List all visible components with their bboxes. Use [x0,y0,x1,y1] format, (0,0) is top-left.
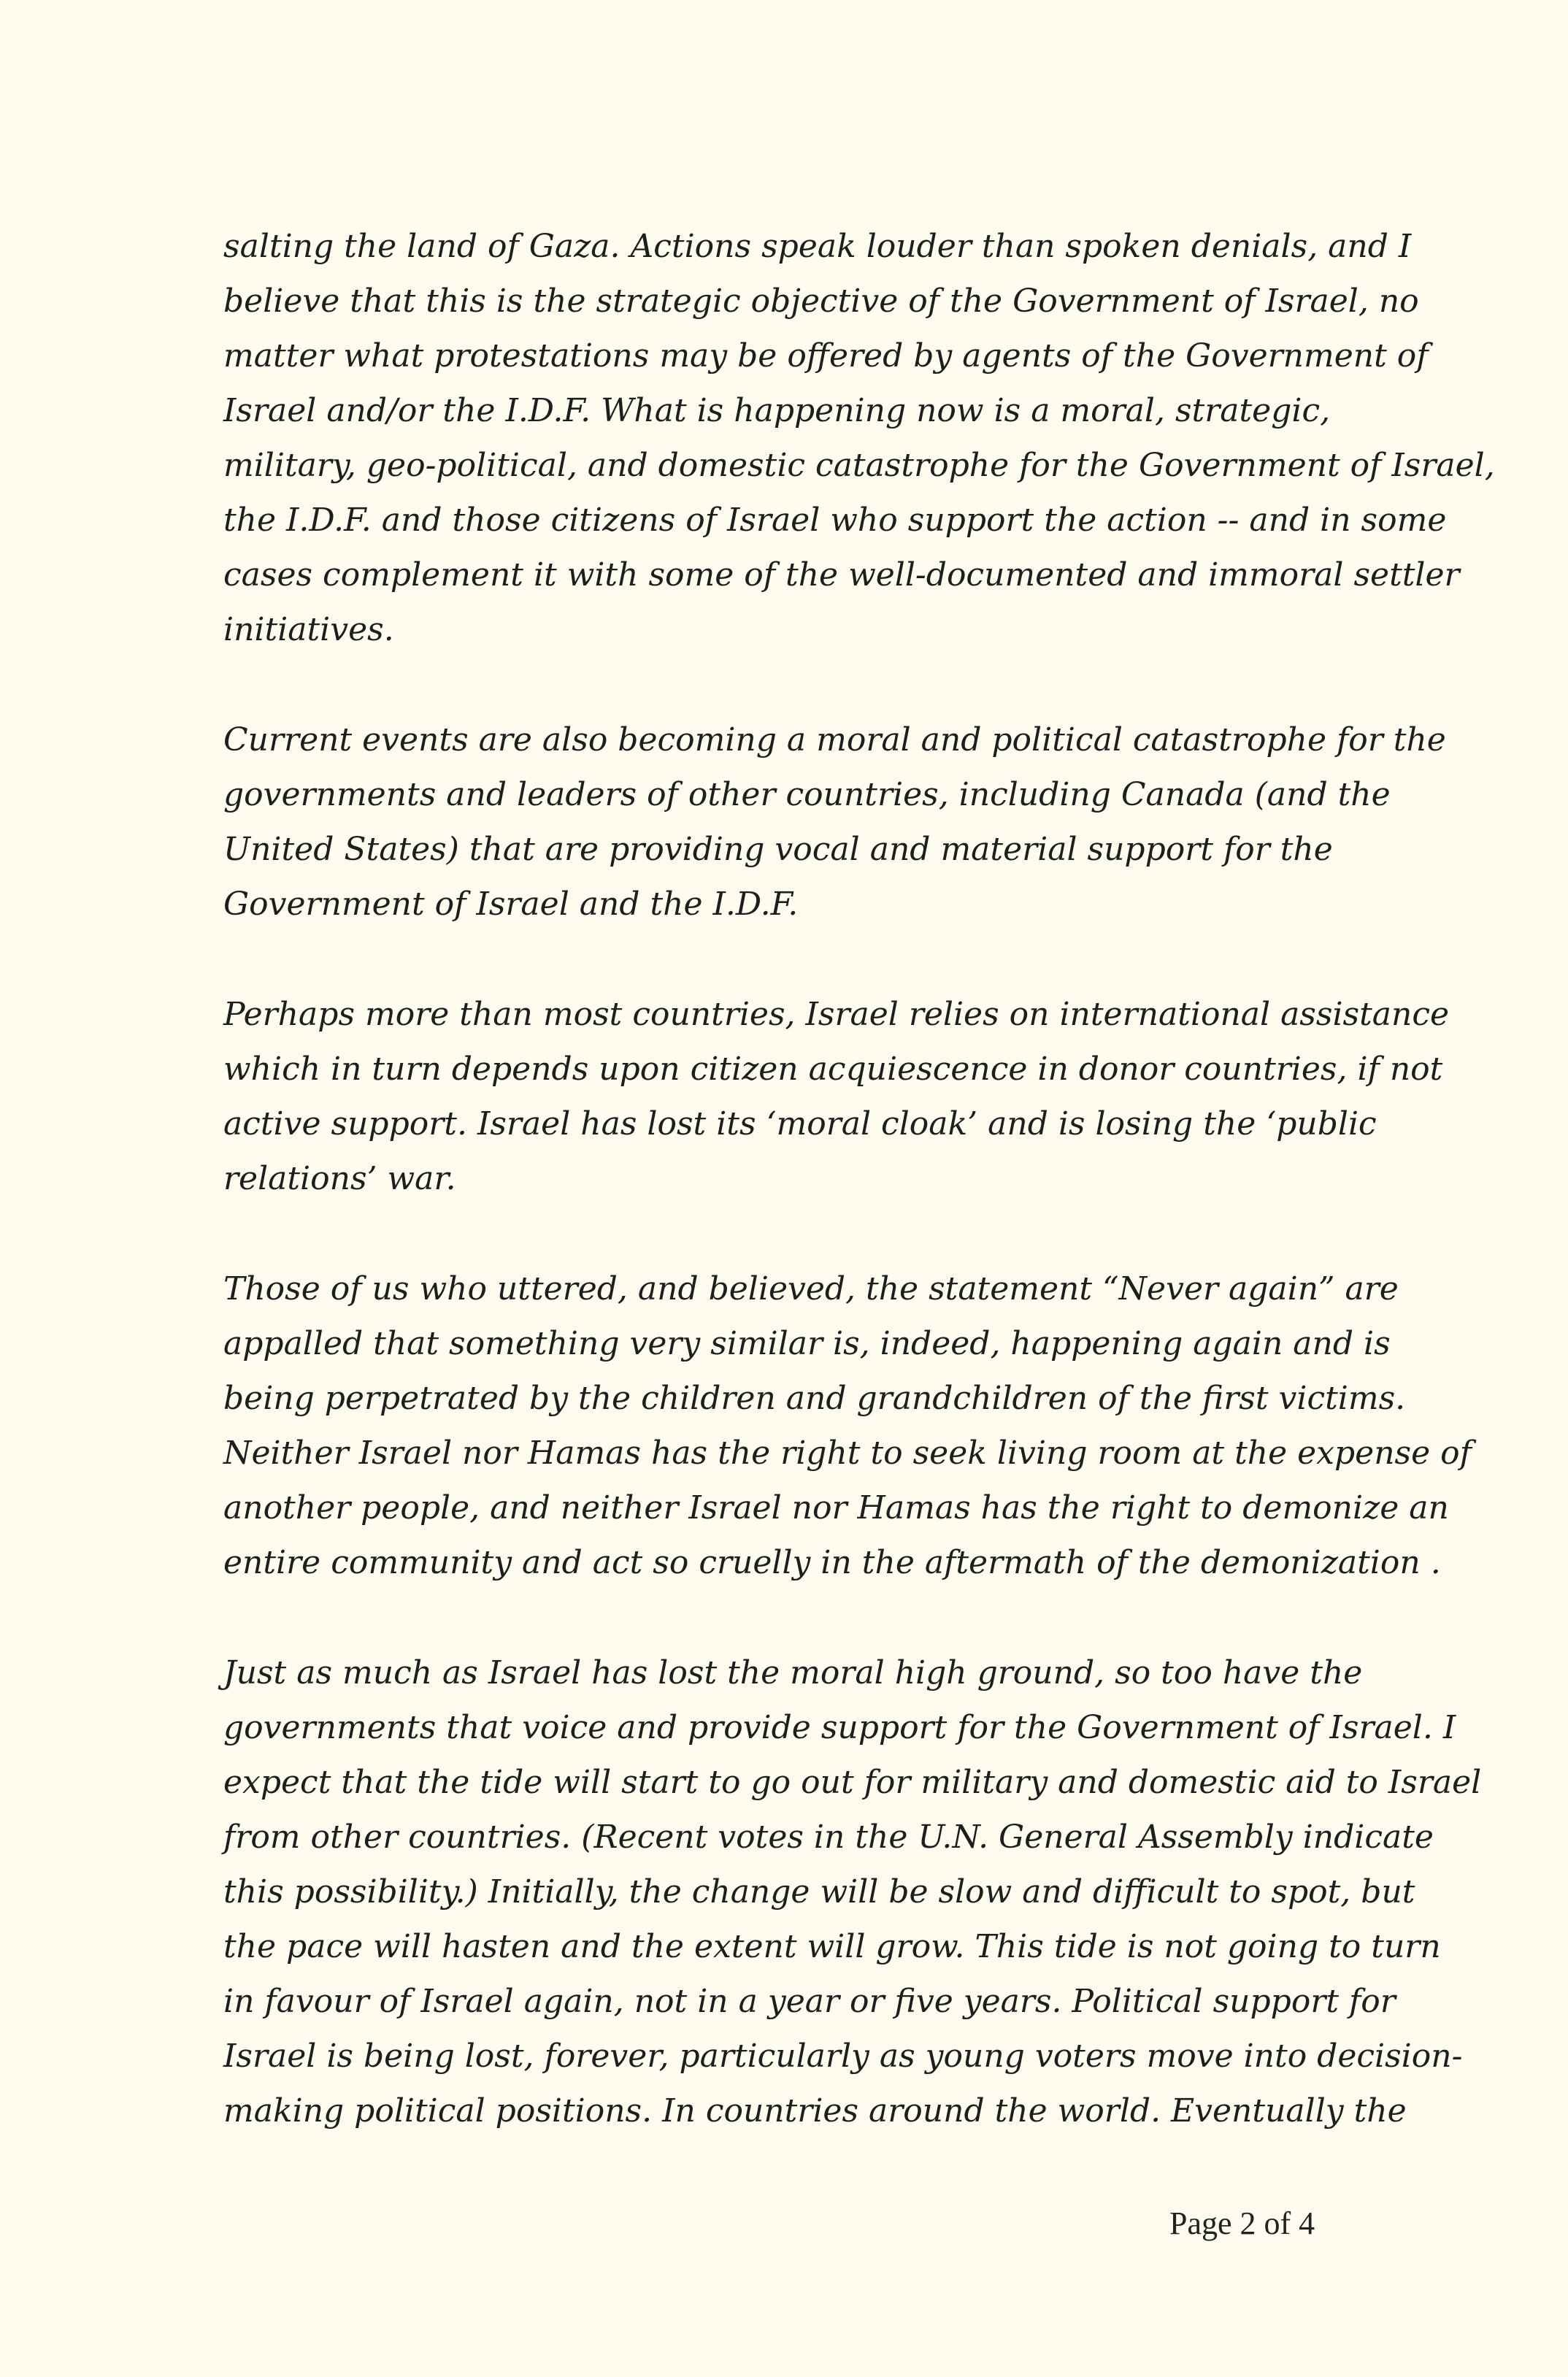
text-line: Just as much as Israel has lost the moral high ground, so too have the [223,1654,1363,1691]
text-line: Government of Israel and the I.D.F. [223,886,799,923]
text-line: United States) that are providing vocal and material support for the [223,831,1333,868]
text-line: being perpetrated by the children and grandchildren of the first victims. [223,1380,1406,1417]
text-line: from other countries. (Recent votes in the U.N. General Assembly indicate [223,1819,1434,1856]
text-line: another people, and neither Israel nor Hamas has the right to demonize an [223,1489,1449,1527]
text-line: military, geo-political, and domestic catastrophe for the Government of Israel, [223,447,1495,484]
text-line: the pace will hasten and the extent will grow. This tide is not going to turn [223,1928,1441,1965]
text-line: Perhaps more than most countries, Israel relies on international assistance [223,996,1450,1033]
text-line: matter what protestations may be offered by agents of the Government of [223,337,1429,375]
text-line: this possibility.) Initially, the change will be slow and difficult to spot, but [223,1873,1415,1911]
text-line: which in turn depends upon citizen acquiescence in donor countries, if not [223,1051,1443,1088]
text-line: in favour of Israel again, not in a year or five years. Political support for [223,1983,1396,2020]
text-line: making political positions. In countries around the world. Eventually the [223,2092,1407,2130]
text-line: governments and leaders of other countries, including Canada (and the [223,776,1391,813]
paragraph-4 [223,1262,1472,1590]
paragraph-5 [223,1646,1482,2138]
paragraph-3 [223,987,1450,1206]
document-body [223,219,1495,2138]
paragraph-1 [223,219,1495,657]
text-line: Those of us who uttered, and believed, the statement “Never again” are [223,1270,1399,1307]
text-line: Israel and/or the I.D.F. What is happening now is a moral, strategic, [223,392,1331,429]
paragraph-2 [223,713,1446,932]
text-line: active support. Israel has lost its ‘moral cloak’ and is losing the ‘public [223,1105,1377,1143]
text-line: Israel is being lost, forever, particularly as young voters move into decision- [223,2038,1463,2075]
text-line: relations’ war. [223,1160,456,1197]
text-line: initiatives. [223,611,394,648]
text-line: entire community and act so cruelly in the aftermath of the demonization . [223,1544,1441,1581]
page-number: Page 2 of 4 [1169,2205,1315,2241]
text-line: Current events are also becoming a moral and political catastrophe for the [223,721,1446,759]
text-line: appalled that something very similar is, indeed, happening again and is [223,1325,1391,1362]
text-line: Neither Israel nor Hamas has the right to seek living room at the expense of [223,1435,1472,1472]
text-line: cases complement it with some of the well-documented and immoral settler [223,556,1460,594]
text-line: the I.D.F. and those citizens of Israel who support the action -- and in some [223,502,1447,539]
text-line: believe that this is the strategic objective of the Government of Israel, no [223,283,1419,320]
text-line: governments that voice and provide support for the Government of Israel. I [223,1709,1456,1746]
text-line: expect that the tide will start to go out for military and domestic aid to Israel [223,1764,1482,1801]
text-line: salting the land of Gaza. Actions speak louder than spoken denials, and I [223,228,1412,265]
